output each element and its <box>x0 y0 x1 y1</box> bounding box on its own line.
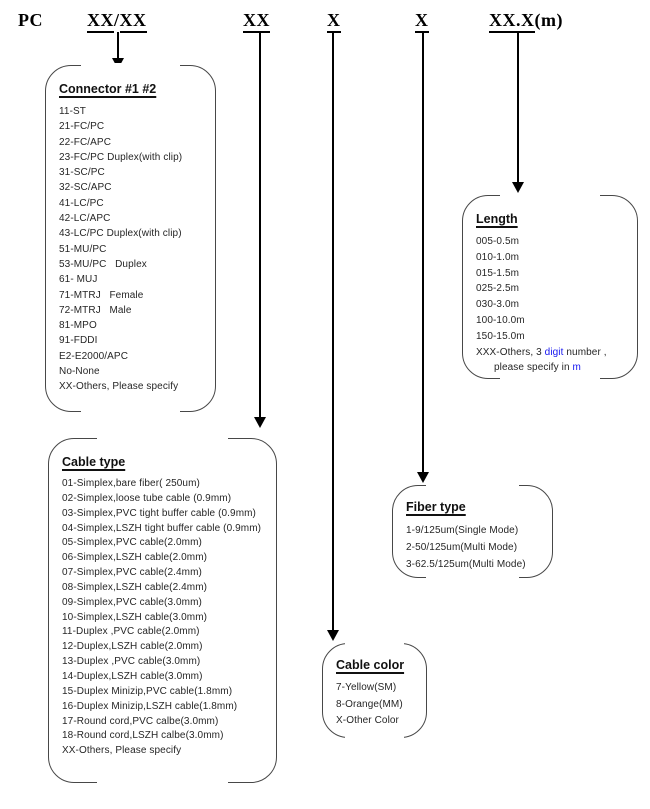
list-item: 23-FC/PC Duplex(with clip) <box>59 151 183 163</box>
cable-type-box-title: Cable type <box>62 455 126 469</box>
code-fiber-type: X <box>415 10 429 31</box>
arrow-fiber-type <box>417 32 429 483</box>
list-item: 3-62.5/125um(Multi Mode) <box>406 559 526 570</box>
list-item: 31-SC/PC <box>59 167 105 179</box>
code-prefix: PC <box>18 10 43 30</box>
list-item: 015-1.5m <box>476 267 520 279</box>
list-item: 03-Simplex,PVC tight buffer cable (0.9mm) <box>62 507 256 519</box>
list-item: No-None <box>59 366 100 378</box>
list-item: 100-10.0m <box>476 314 525 326</box>
list-item: 030-3.0m <box>476 299 520 311</box>
list-item: 07-Simplex,PVC cable(2.4mm) <box>62 567 202 579</box>
list-item: 17-Round cord,PVC calbe(3.0mm) <box>62 715 219 727</box>
list-item: please specify in m <box>494 362 581 374</box>
fiber-type-box-title: Fiber type <box>406 500 466 514</box>
cable-type-box <box>48 438 277 783</box>
length-box <box>462 195 638 379</box>
list-item: 09-Simplex,PVC cable(3.0mm) <box>62 596 202 608</box>
list-item: 01-Simplex,bare fiber( 250um) <box>62 478 200 489</box>
list-item: 7-Yellow(SM) <box>336 682 397 693</box>
list-item: 81-MPO <box>59 320 97 332</box>
connector-box <box>45 65 216 412</box>
list-item: 16-Duplex Minizip,LSZH cable(1.8mm) <box>62 700 238 712</box>
list-item: 05-Simplex,PVC cable(2.0mm) <box>62 537 202 549</box>
list-item: 2-50/125um(Multi Mode) <box>406 542 518 553</box>
list-item: 22-FC/APC <box>59 136 112 148</box>
list-item: 11-ST <box>59 106 86 117</box>
cable-color-list <box>336 680 418 730</box>
list-item: E2-E2000/APC <box>59 350 129 362</box>
list-item: XX-Others, Please specify <box>59 381 179 393</box>
list-item: 32-SC/APC <box>59 182 112 194</box>
connector-list <box>59 104 207 395</box>
list-item: XX-Others, Please specify <box>62 745 182 757</box>
list-item: 08-Simplex,LSZH cable(2.4mm) <box>62 581 208 593</box>
cable-color-box <box>322 643 427 738</box>
length-list <box>476 234 629 376</box>
code-cable-type: XX <box>243 10 270 31</box>
list-item: 11-Duplex ,PVC cable(2.0mm) <box>62 626 200 638</box>
code-cable-color: X <box>327 10 341 31</box>
list-item: 02-Simplex,loose tube cable (0.9mm) <box>62 492 232 504</box>
code-length: XX.X(m) <box>489 10 563 31</box>
list-item: 61- MUJ <box>59 274 98 286</box>
cable-color-box-title: Cable color <box>336 658 405 672</box>
cable-type-list <box>62 477 268 759</box>
code-connector: XX/XX <box>87 10 147 31</box>
list-item: 150-15.0m <box>476 330 525 342</box>
list-item: 72-MTRJ Male <box>59 304 132 316</box>
arrow-cable-type <box>254 32 266 428</box>
list-item: 71-MTRJ Female <box>59 289 144 301</box>
fiber-type-box <box>392 485 553 578</box>
list-item: 43-LC/PC Duplex(with clip) <box>59 228 182 240</box>
connector-box-title: Connector #1 #2 <box>59 82 157 96</box>
list-item: 53-MU/PC Duplex <box>59 258 147 270</box>
list-item: 51-MU/PC <box>59 243 107 255</box>
list-item: 06-Simplex,LSZH cable(2.0mm) <box>62 552 208 564</box>
list-item: 91-FDDI <box>59 335 98 347</box>
list-item: 41-LC/PC <box>59 197 104 209</box>
list-item: 010-1.0m <box>476 251 520 263</box>
list-item: 42-LC/APC <box>59 213 111 225</box>
list-item: 13-Duplex ,PVC cable(3.0mm) <box>62 656 201 668</box>
list-item: 18-Round cord,LSZH calbe(3.0mm) <box>62 730 224 742</box>
arrow-cable-color <box>327 32 339 641</box>
list-item: X-Other Color <box>336 715 399 726</box>
list-item: 8-Orange(MM) <box>336 698 403 710</box>
list-item: 10-Simplex,LSZH cable(3.0mm) <box>62 611 208 623</box>
length-box-title: Length <box>476 212 518 226</box>
fiber-type-list <box>406 522 544 573</box>
list-item: 1-9/125um(Single Mode) <box>406 525 519 536</box>
list-item: XXX-Others, 3 digit number , <box>476 346 607 358</box>
list-item: 21-FC/PC <box>59 121 105 133</box>
list-item: 12-Duplex,LSZH cable(2.0mm) <box>62 641 203 653</box>
list-item: 15-Duplex Minizip,PVC cable(1.8mm) <box>62 685 233 697</box>
list-item: 025-2.5m <box>476 283 520 295</box>
list-item: 005-0.5m <box>476 236 520 247</box>
list-item: 04-Simplex,LSZH tight buffer cable (0.9mm) <box>62 522 262 534</box>
arrow-length <box>512 32 524 193</box>
list-item: 14-Duplex,LSZH cable(3.0mm) <box>62 670 203 682</box>
